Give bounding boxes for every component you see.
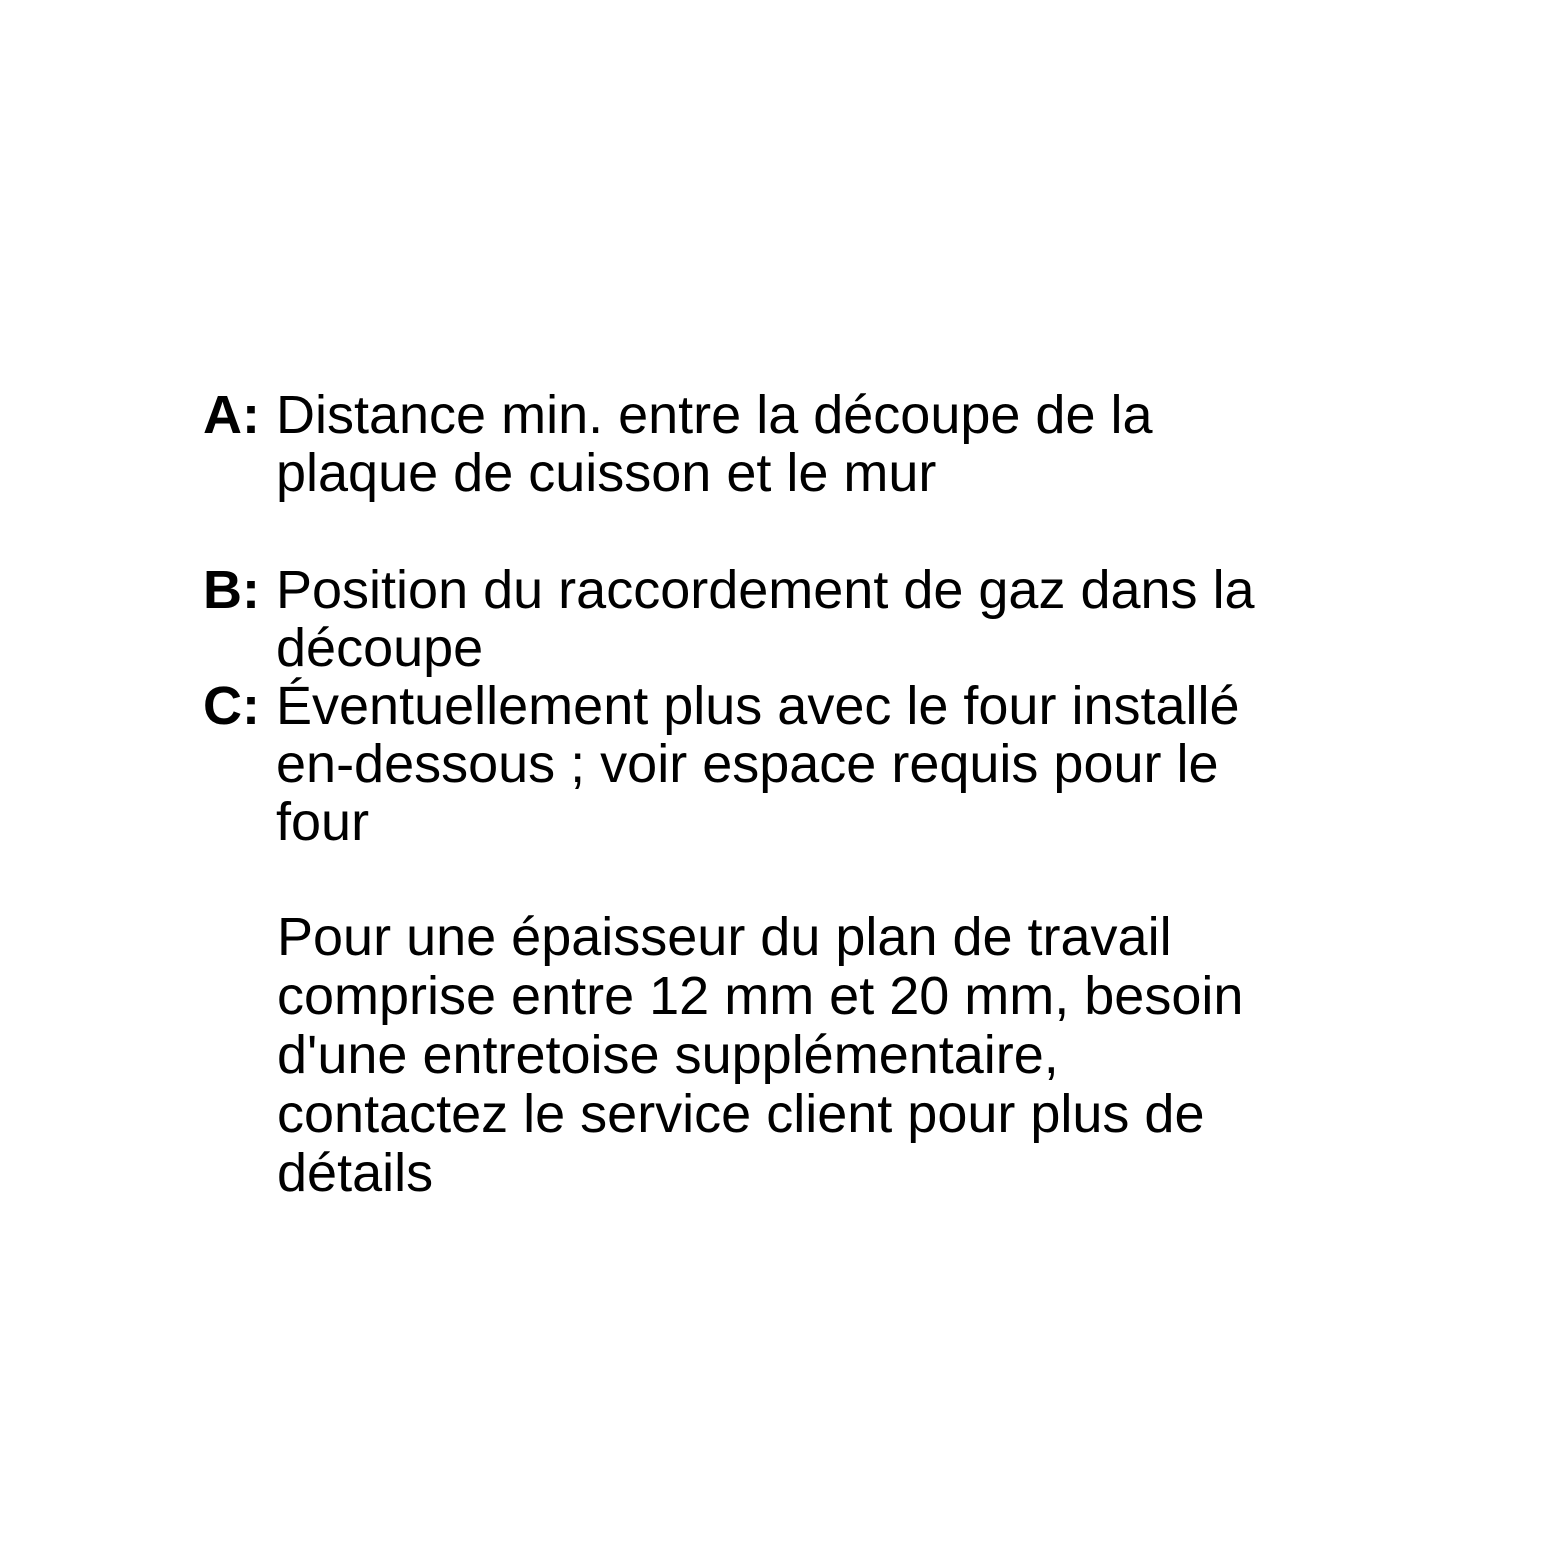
legend-key: A: bbox=[203, 385, 260, 445]
legend-text: Distance min. entre la découpe de la plaque de cuisson et le mur bbox=[276, 385, 1153, 503]
legend-key: B: bbox=[203, 560, 260, 620]
legend-text: Éventuellement plus avec le four installé en-dessous ; voir espace requis pour le four bbox=[276, 676, 1240, 852]
legend-key: C: bbox=[203, 676, 260, 736]
legend-text: Position du raccordement de gaz dans la découpe bbox=[276, 560, 1255, 678]
worktop-note: Pour une épaisseur du plan de travail comprise entre 12 mm et 20 mm, besoin d'une entretoise supplémentaire, contactez le service client pour plus de détails bbox=[277, 907, 1244, 1203]
